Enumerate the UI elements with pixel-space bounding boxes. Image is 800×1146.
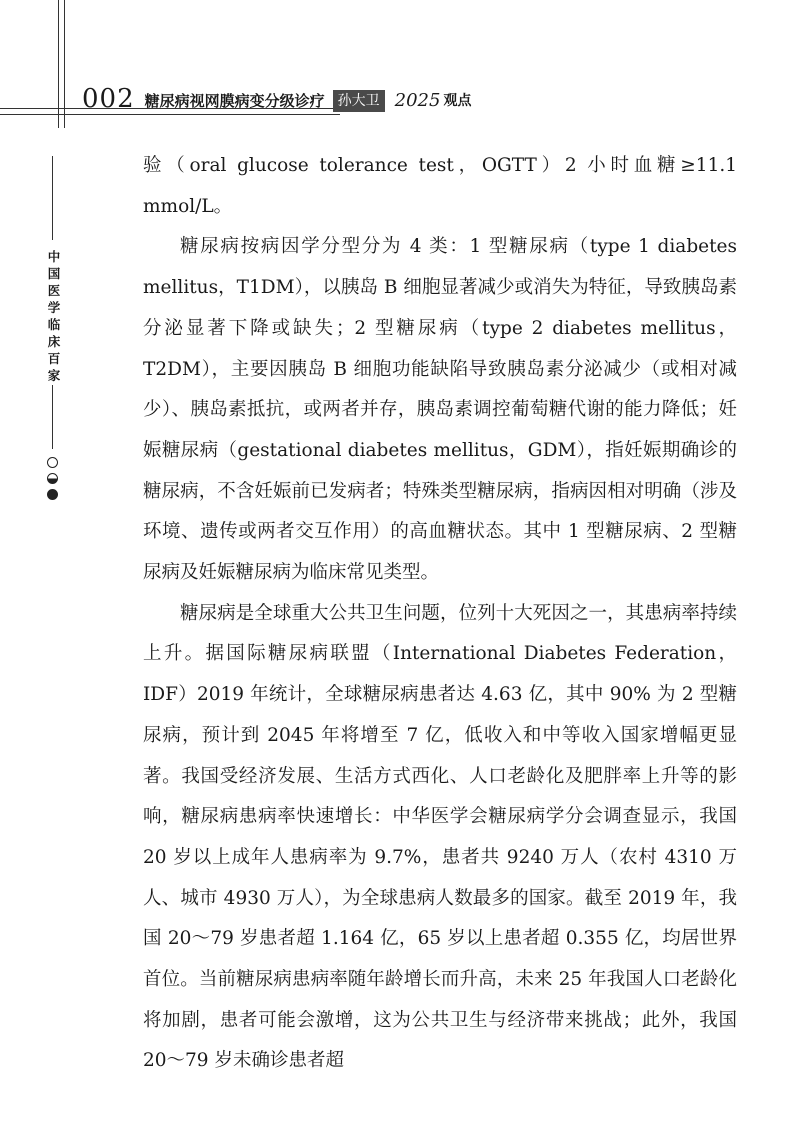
- empty-circle-icon: [47, 457, 58, 468]
- sidebar-rule-middle: [52, 385, 53, 449]
- filled-circle-icon: [47, 489, 58, 500]
- paragraph-classification: 糖尿病按病因学分型分为 4 类：1 型糖尿病（type 1 diabetes mellitus，T1DM），以胰岛 B 细胞显著减少或消失为特征，导致胰岛素分泌显著下降或缺失；2 型糖尿病（type 2 diabetes mellitus，T2DM），主要因胰岛 B 细胞功能缺陷导致胰岛素分泌减少（或相对减少）、胰岛素抵抗，或两者并存，胰岛素调控葡萄糖代谢的能力降低；妊娠糖尿病（gestational diabetes mellitus，GDM），指妊娠期确诊的糖尿病，不含妊娠前已发病者；特殊类型糖尿病，指病因相对明确（涉及环境、遗传或两者交互作用）的高血糖状态。其中 1 型糖尿病、2 型糖尿病及妊娠糖尿病为临床常见类型。: [143, 236, 737, 584]
- page-number: 002: [82, 84, 135, 114]
- header-rule-bottom: [0, 114, 340, 115]
- author-badge: 孙大卫: [333, 90, 385, 112]
- year-label: 2025: [394, 90, 441, 111]
- paragraph-epidemiology: 糖尿病是全球重大公共卫生问题，位列十大死因之一，其患病率持续上升。据国际糖尿病联盟（International Diabetes Federation，IDF）2019 年统计，全球糖尿病患者达 4.63 亿，其中 90% 为 2 型糖尿病，预计到 2045 年将增至 7 亿，低收入和中等收入国家增幅更显著。我国受经济发展、生活方式西化、人口老龄化及肥胖率上升等的影响，糖尿病患病率快速增长：中华医学会糖尿病学分会调查显示，我国 20 岁以上成年人患病率为 9.7%，患者共 9240 万人（农村 4310 万人、城市 4930 万人），为全球患病人数最多的国家。截至 2019 年，我国 20～79 岁患者超 1.164 亿，65 岁以上患者超 0.355 亿，均居世界首位。当前糖尿病患病率随年龄增长而升高，未来 25 年我国人口老龄化将加剧，患者可能会激增，这为公共卫生与经济带来挑战；此外，我国 20～79 岁未确诊患者超: [143, 602, 737, 1072]
- half-circle-icon: [47, 473, 58, 484]
- series-side-label: 中国医学临床百家: [47, 249, 61, 383]
- view-label: 观点: [443, 93, 472, 109]
- book-title: 糖尿病视网膜病变分级诊疗: [144, 92, 325, 110]
- running-header: [82, 78, 471, 112]
- paragraph-continued: 验（oral glucose tolerance test，OGTT）2 小时血糖≥11.1 mmol/L。: [143, 155, 737, 217]
- sidebar-rule-top: [52, 156, 53, 240]
- body-text: [143, 146, 737, 1082]
